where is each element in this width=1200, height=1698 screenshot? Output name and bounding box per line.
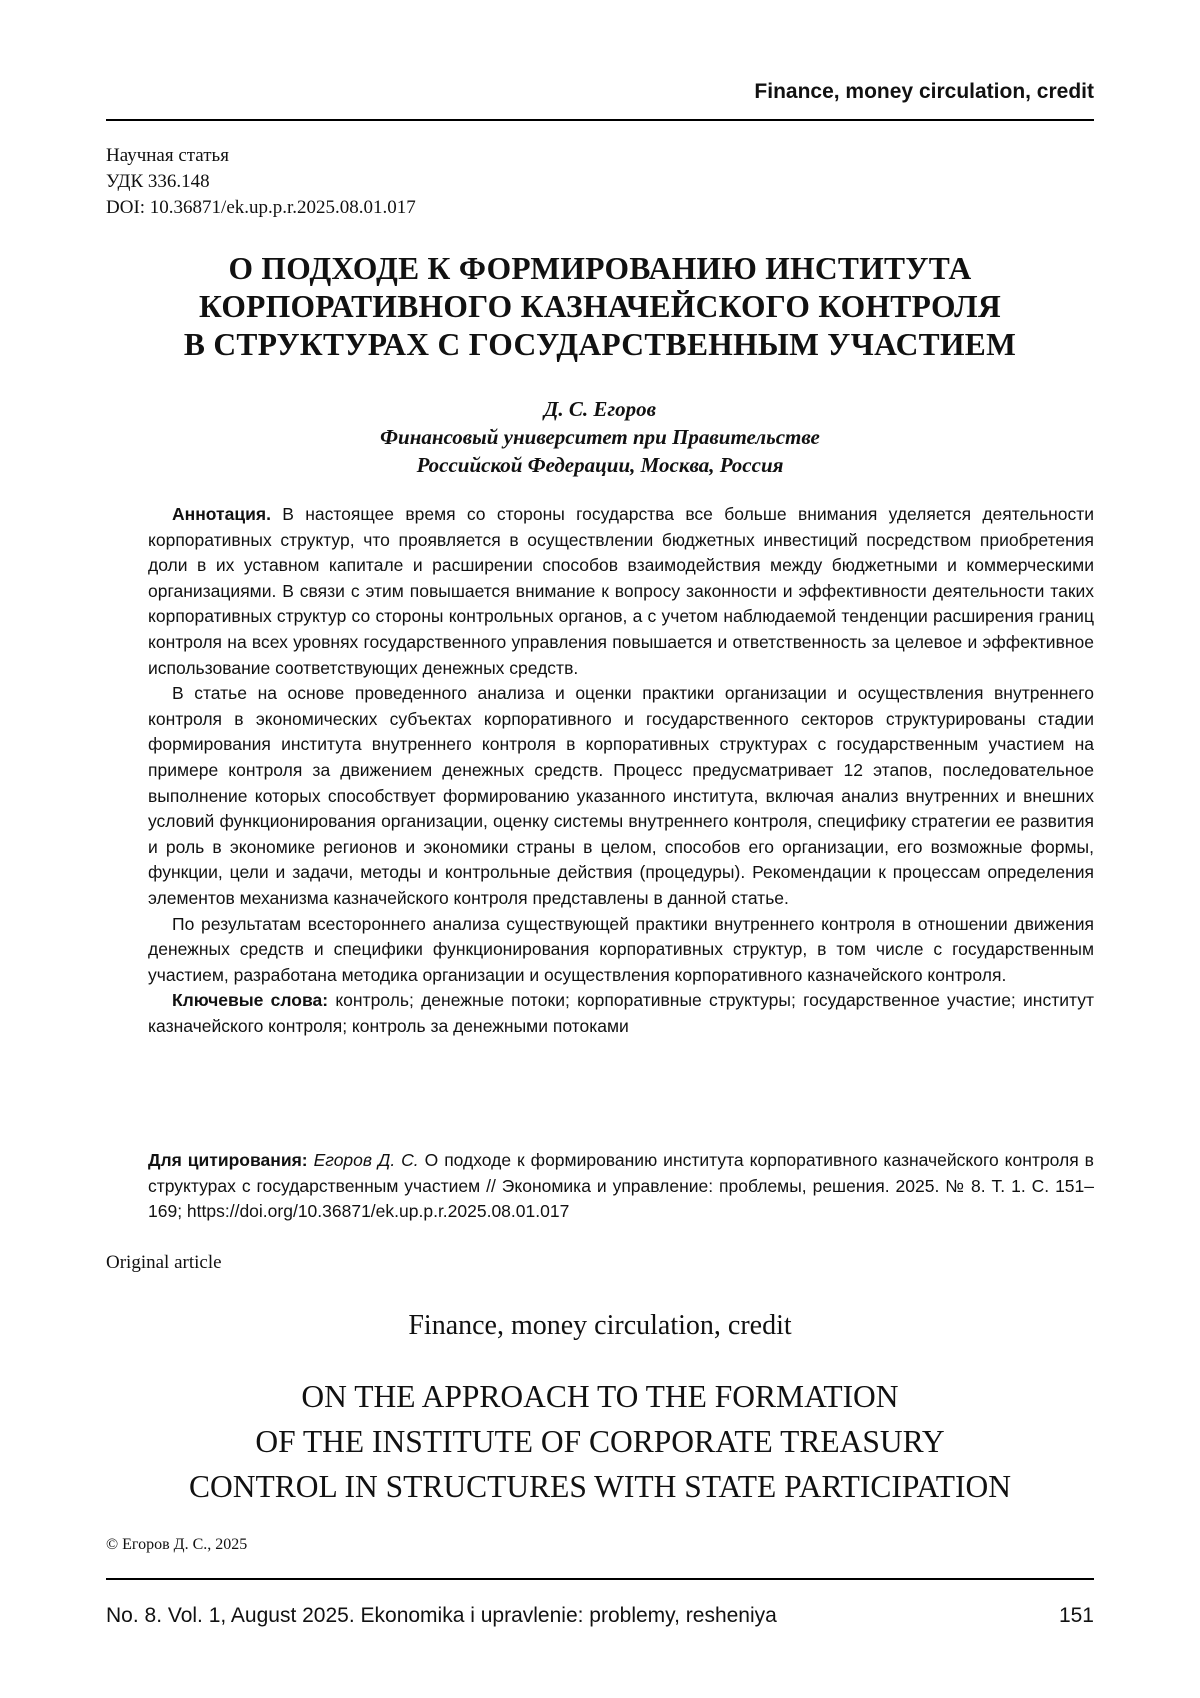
author-name: Д. С. Егоров	[106, 395, 1094, 423]
title-en-line-3: CONTROL IN STRUCTURES WITH STATE PARTICIPATION	[106, 1464, 1094, 1509]
article-meta	[106, 143, 416, 221]
article-type: Научная статья	[106, 143, 416, 169]
citation-author: Егоров Д. С.	[314, 1150, 419, 1170]
journal-page	[0, 0, 1200, 1698]
title-ru-line-1: О ПОДХОДЕ К ФОРМИРОВАНИЮ ИНСТИТУТА	[106, 250, 1094, 288]
header-divider	[106, 119, 1094, 121]
title-en-line-1: ON THE APPROACH TO THE FORMATION	[106, 1374, 1094, 1419]
udc-code: УДК 336.148	[106, 169, 416, 195]
keywords-text: контроль; денежные потоки; корпоративные структуры; государственное участие; институт казначейского контроля; контроль за денежными потоками	[148, 990, 1094, 1036]
english-section-heading: Finance, money circulation, credit	[106, 1310, 1094, 1342]
footer-journal-info: No. 8. Vol. 1, August 2025. Ekonomika i upravlenie: problemy, resheniya	[106, 1604, 777, 1628]
title-english	[106, 1374, 1094, 1509]
affiliation-line-2: Российской Федерации, Москва, Россия	[106, 451, 1094, 479]
abstract-text-1: В настоящее время со стороны государства все больше внимания уделяется деятельности корпоративных структур, что проявляется в осуществлении бюджетных инвестиций посредством приобретения доли в их уставном капитале и расширении способов взаимодействия между бюджетными и коммерческими организациями. В связи с этим повышается внимание к вопросу законности и эффективности деятельности таких корпоративных структур со стороны контрольных органов, а с учетом наблюдаемой тенденции расширения границ контроля на всех уровнях государственного управления повышается и ответственность за целевое и эффективное использование соответствующих денежных средств.	[148, 504, 1094, 678]
title-ru-line-3: В СТРУКТУРАХ С ГОСУДАРСТВЕННЫМ УЧАСТИЕМ	[106, 326, 1094, 364]
citation-label: Для цитирования:	[148, 1150, 308, 1170]
affiliation-line-1: Финансовый университет при Правительстве	[106, 423, 1094, 451]
original-article-label: Original article	[106, 1252, 222, 1274]
copyright-notice: © Егоров Д. С., 2025	[106, 1536, 247, 1554]
citation	[148, 1148, 1094, 1225]
abstract-label: Аннотация.	[172, 504, 271, 524]
page-number: 151	[1059, 1604, 1094, 1628]
title-en-line-2: OF THE INSTITUTE OF CORPORATE TREASURY	[106, 1419, 1094, 1464]
abstract	[148, 502, 1094, 1039]
abstract-paragraph-1	[148, 502, 1094, 681]
footer-divider	[106, 1578, 1094, 1580]
doi: DOI: 10.36871/ek.up.p.r.2025.08.01.017	[106, 195, 416, 221]
keywords-label: Ключевые слова:	[172, 990, 328, 1010]
keywords	[148, 988, 1094, 1039]
running-header-section: Finance, money circulation, credit	[106, 80, 1094, 104]
page-footer	[106, 1604, 1094, 1628]
title-ru-line-2: КОРПОРАТИВНОГО КАЗНАЧЕЙСКОГО КОНТРОЛЯ	[106, 288, 1094, 326]
abstract-paragraph-2: В статье на основе проведенного анализа и оценки практики организации и осуществления внутреннего контроля в экономических субъектах корпоративного и государственного секторов структурированы стадии формирования института внутреннего контроля в корпоративных структурах с государственным участием на примере контроля за движением денежных средств. Процесс предусматривает 12 этапов, последовательное выполнение которых способствует формированию указанного института, включая анализ внутренних и внешних условий функционирования организации, оценку системы внутреннего контроля, специфику стратегии ее развития и роль в экономике регионов и экономики страны в целом, способов его организации, его возможные формы, функции, цели и задачи, методы и контрольные действия (процедуры). Рекомендации к процессам определения элементов механизма казначейского контроля представлены в данной статье.	[148, 681, 1094, 911]
citation-text: О подходе к формированию института корпоративного казначейского контроля в структурах с государственным участием // Экономика и управление: проблемы, решения. 2025. № 8. Т. 1. С. 151–169; https://doi.org/10.36871/ek.up.p.r.2025.08.01.017	[148, 1150, 1094, 1221]
title-russian	[106, 250, 1094, 364]
abstract-paragraph-3: По результатам всестороннего анализа существующей практики внутреннего контроля в отношении движения денежных средств и специфики функционирования корпоративных структур, в том числе с государственным участием, разработана методика организации и осуществления корпоративного казначейского контроля.	[148, 912, 1094, 989]
author-block	[106, 395, 1094, 479]
